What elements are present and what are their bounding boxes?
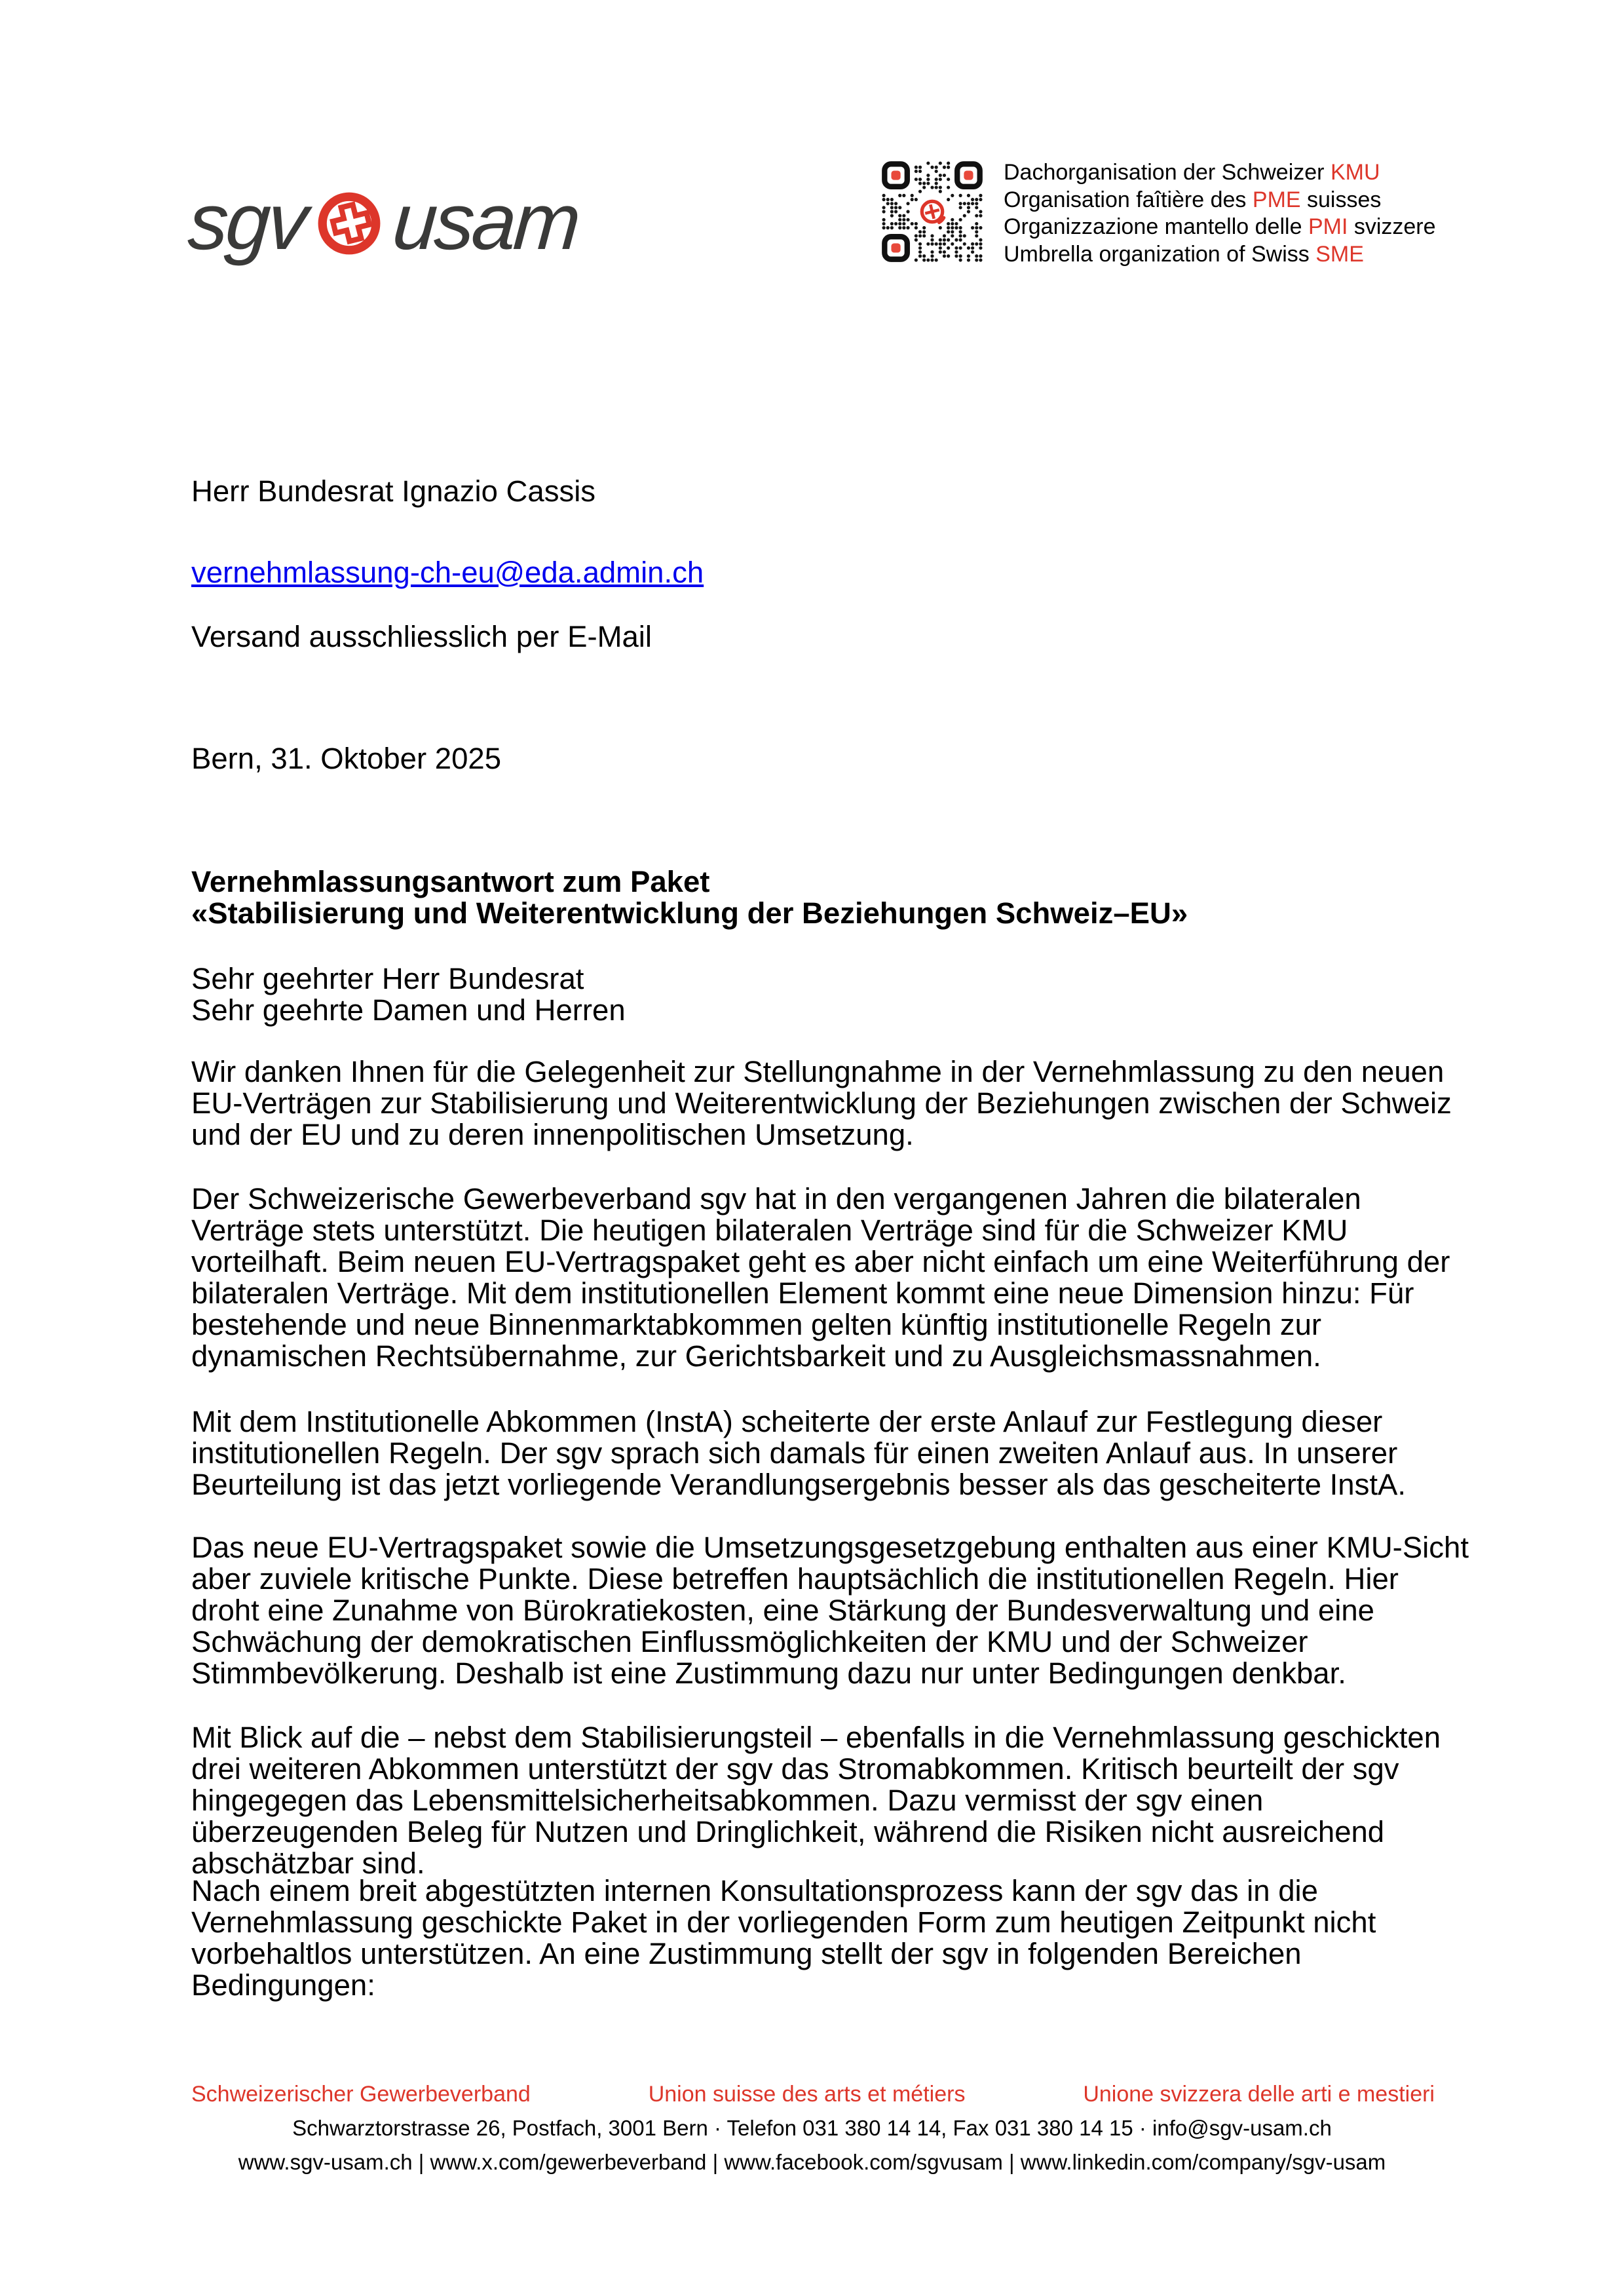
email-link[interactable]: vernehmlassung-ch-eu@eda.admin.ch [191, 556, 704, 589]
paragraph-5: Mit Blick auf die – nebst dem Stabilisierungsteil – ebenfalls in die Vernehmlassung geschickten drei weiteren Abkommen unterstützt der sgv das Stromabkommen. Kritisch beurteilt der sgv hingegegen das Lebensmittelsicherheitsabkommen. Dazu vermisst der sgv einen überzeugenden Beleg für Nutzen und Dringlichkeit, während die Risiken nicht ausreichend abschätzbar sind. [191, 1721, 1441, 1880]
salutation-line-2: Sehr geehrte Damen und Herren [191, 993, 626, 1027]
subject-line-2: «Stabilisierung und Weiterentwicklung der Beziehungen Schweiz–EU» [191, 896, 1188, 930]
paragraph-3: Mit dem Institutionelle Abkommen (InstA) scheiterte der erste Anlauf zur Festlegung dieser institutionellen Regeln. Der sgv sprach sich damals für einen zweiten Anlauf aus. In unserer Beurteilung ist das jetzt vorliegende Verandlungsergebnis besser als das gescheiterte InstA. [191, 1405, 1406, 1501]
qr-finder-bottom-left [884, 237, 907, 259]
paragraph-2: Der Schweizerische Gewerbeverband sgv hat in den vergangenen Jahren die bilateralen Verträge stets unterstützt. Die heutigen bilateralen Verträge sind für die Schweizer KMU vorteilhaft. Beim neuen EU-Vertragspaket geht es aber nicht einfach um eine Weiterführung der bilateralen Verträge. Mit dem institutionellen Element kommt eine neue Dimension hinzu: Für bestehende und neue Binnenmarktabkommen gelten künftig institutionelle Regeln zur dynamischen Rechtsübernahme, zur Gerichtsbarkeit und zu Ausgleichsmassnahmen. [191, 1182, 1450, 1373]
subject-line-1: Vernehmlassungsantwort zum Paket [191, 865, 710, 898]
footer-address-line: Schwarztorstrasse 26, Postfach, 3001 Bern · Telefon 031 380 14 14, Fax 031 380 14 15 · info@sgv-usam.ch [292, 2116, 1332, 2140]
sgv-usam-logo [185, 177, 581, 266]
paragraph-4: Das neue EU-Vertragspaket sowie die Umsetzungsgesetzgebung enthalten aus einer KMU-Sicht aber zuviele kritische Punkte. Diese betreffen hauptsächlich die institutionellen Regeln. Hier droht eine Zunahme von Bürokratiekosten, eine Stärkung der Bundesverwaltung und eine Schwächung der demokratischen Einflussmöglichkeiten der KMU und der Schweizer Stimmbevölkerung. Deshalb ist eine Zustimmung dazu nur unter Bedingungen denkbar. [191, 1531, 1469, 1690]
qr-code-icon [882, 161, 983, 262]
logo-text-sgv: sgv [185, 177, 309, 266]
salutation-line-1: Sehr geehrter Herr Bundesrat [191, 962, 584, 995]
logo-text-usam: usam [390, 177, 581, 266]
qr-finder-top-right [957, 164, 979, 186]
qr-center-emblem-icon [916, 196, 948, 227]
footer-web-line: www.sgv-usam.ch | www.x.com/gewerbeverband | www.facebook.com/sgvusam | www.linkedin.com/company/sgv-usam [238, 2150, 1386, 2174]
paragraph-1: Wir danken Ihnen für die Gelegenheit zur Stellungnahme in der Vernehmlassung zu den neuen EU-Verträgen zur Stabilisierung und Weiterentwicklung der Beziehungen zwischen der Schweiz und der EU und zu deren innenpolitischen Umsetzung. [191, 1055, 1452, 1151]
org-description-line-fr: Organisation faîtière des PME suisses [1004, 187, 1382, 212]
salutation [191, 963, 1472, 1026]
org-description [1004, 159, 1436, 268]
swiss-cross-emblem-icon [316, 190, 383, 257]
paragraph-6: Nach einem breit abgestützten internen Konsultationsprozess kann der sgv das in die Vernehmlassung geschickte Paket in der vorliegenden Form zum heutigen Zeitpunkt nicht vorbehaltlos unterstützen. An eine Zustimmung stellt der sgv in folgenden Bereichen Bedingungen: [191, 1874, 1376, 2002]
delivery-note: Versand ausschliesslich per E-Mail [191, 620, 652, 653]
org-highlight-pme: PME [1252, 187, 1301, 212]
org-description-line-de: Dachorganisation der Schweizer KMU [1004, 160, 1380, 185]
subject [191, 866, 1472, 929]
org-highlight-kmu: KMU [1330, 160, 1380, 185]
org-description-line-en: Umbrella organization of Swiss SME [1004, 241, 1364, 267]
email-row [191, 557, 1472, 588]
org-highlight-pmi: PMI [1308, 214, 1348, 239]
footer-org-name-it: Unione svizzera delle arti e mestieri [1083, 2082, 1435, 2107]
org-highlight-sme: SME [1315, 241, 1364, 267]
footer-org-names [191, 2081, 1435, 2107]
recipient-name: Herr Bundesrat Ignazio Cassis [191, 474, 596, 508]
qr-finder-top-left [884, 164, 907, 186]
footer-org-name-fr: Union suisse des arts et métiers [648, 2082, 966, 2107]
footer-org-name-de: Schweizerischer Gewerbeverband [191, 2082, 531, 2107]
org-description-line-it: Organizzazione mantello delle PMI svizzere [1004, 214, 1436, 239]
dateline: Bern, 31. Oktober 2025 [191, 742, 501, 775]
